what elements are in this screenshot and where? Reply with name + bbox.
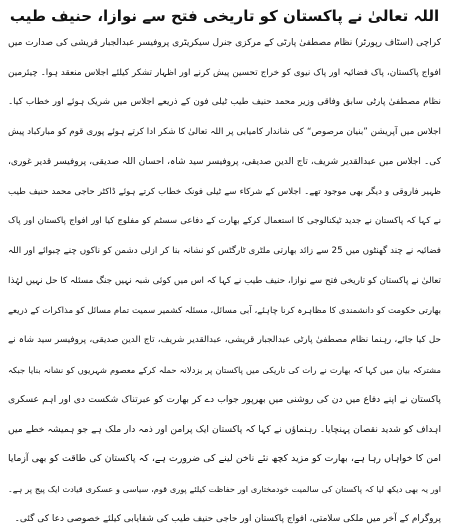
article-body	[8, 34, 441, 528]
article-line: اہداف کو شدید نقصان پہنچایا۔ رہنماؤں نے کہا کہ پاکستان ایک پرامن اور ذمہ دار ملک ہے جو ہمیشہ خطے میں	[8, 423, 441, 435]
article-line: افواج پاکستان، پاک فضائیہ اور پاک نیوی کو خراج تحسین پیش کرنے اور اظہار تشکر کیلئے اجلاس منعقد ہوا۔ چیئرمین	[8, 67, 441, 78]
article-line: پروگرام کے آخر میں ملکی سلامتی، افواج پاکستان اور حاجی حنیف طیب کی شفایابی کیلئے خصوصی دعا کی گئی۔	[14, 513, 441, 524]
article-line: نے کہا کہ پاکستان نے جدید ٹیکنالوجی کا استعمال کرکے بھارت کے دفاعی سسٹم کو مفلوج کیا اور افواج پاکستان اور پاک	[8, 216, 441, 227]
article-line: بھارتی حکومت کو دانشمندی کا مظاہرہ کرنا چاہئے، آبی مسائل، مسئلہ کشمیر سمیت تمام مسائل کو مذاکرات کے ذریعے	[8, 305, 441, 316]
article-line: فضائیہ نے چند گھنٹوں میں 25 سے زائد بھارتی ملٹری ٹارگٹس کو نشانہ بنا کر ازلی دشمن کو ناکوں چنے چبوائے اور اللہ	[8, 246, 441, 257]
article-line: نظام مصطفیٰ پارٹی سابق وفاقی وزیر محمد حنیف طیب ٹیلی فون کے ذریعے اجلاس میں شریک ہوئے اور خطاب کیا۔	[8, 97, 441, 108]
article-line: حل کیا جائے، رہنما نظام مصطفیٰ پارٹی عبدالجبار قریشی، عبدالقدیر شریف، تاج الدین صدیقی، پروفیسر سید شاہ نے	[8, 335, 441, 346]
article-headline: اللہ تعالیٰ نے پاکستان کو تاریخی فتح سے نوازا، حنیف طیب	[9, 7, 440, 25]
article-line: اور یہ بھی دیکھ لیا کہ پاکستان کی سالمیت خودمختاری اور حفاظت کیلئے پوری قوم، سیاسی و عسکری قیادت ایک پیج پر ہے۔	[8, 484, 441, 495]
article-line: اجلاس میں آپریشن ”بنیان مرصوص“ کی شاندار کامیابی پر اللہ تعالیٰ کا شکر ادا کرتے ہوئے پوری قوم کو مبارکباد پیش	[8, 127, 441, 138]
article-line: مشترکہ بیان میں کہا کہ بھارت نے رات کی تاریکی میں پاکستان پر بزدلانہ حملہ کرکے معصوم شہریوں کو نشانہ بنایا جبکہ	[8, 365, 441, 376]
article-line: کی۔ اجلاس میں عبدالقدیر شریف، تاج الدین صدیقی، پروفیسر سید شاہ، احسان اللہ صدیقی، پروفیسر قدیر غوری،	[8, 156, 441, 167]
article-line: پاکستان نے اپنے دفاع میں دن کی روشنی میں بھرپور جواب دے کر بھارت کو عبرتناک شکست دی اور اہم عسکری	[8, 393, 441, 405]
article-line: کراچی (اسٹاف رپورٹر) نظام مصطفیٰ پارٹی کے مرکزی جنرل سیکریٹری پروفیسر عبدالجبار قریشی کی صدارت میں	[8, 38, 441, 48]
article-line: ظہیر فاروقی و دیگر بھی موجود تھے۔ اجلاس کے شرکاء سے ٹیلی فونک خطاب کرتے ہوئے ڈاکٹر حاجی محمد حنیف طیب	[8, 186, 441, 197]
article-line: تعالیٰ نے پاکستان کو تاریخی فتح سے نوازا، حنیف طیب نے کہا کہ اس میں کوئی شبہ نہیں جنگ مسئلہ کا حل نہیں لہٰذا	[8, 275, 441, 286]
article-line: امن کا خواہاں رہا ہے، بھارت کو مزید کچھ نئے ناخن لینے کی ضرورت ہے، کہ پاکستان کی طاقت کو بھی آزمایا	[8, 453, 441, 465]
